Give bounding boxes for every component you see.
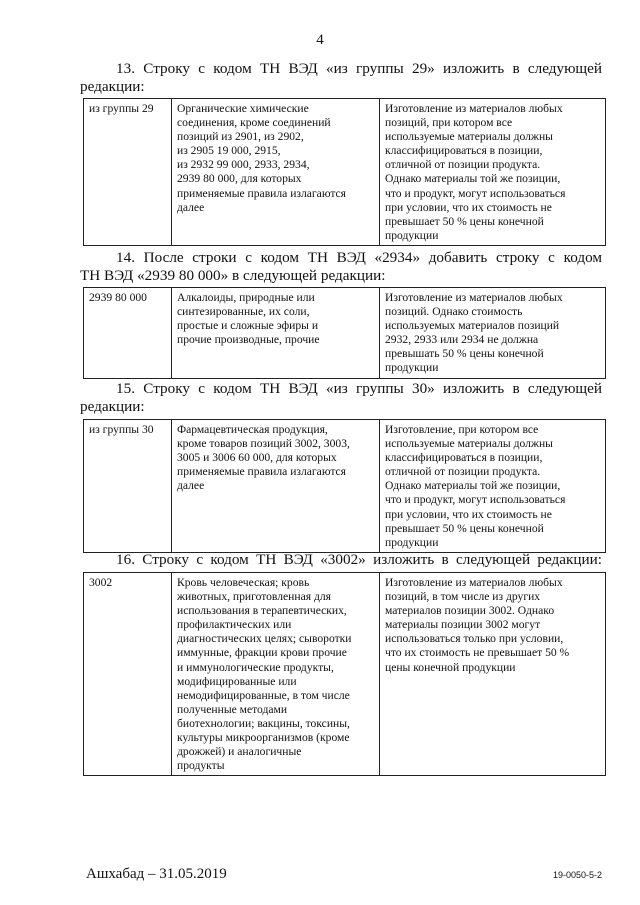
cell-description: Фармацевтическая продукция, кроме товаров позиций 3002, 3003, 3005 и 3006 60 000, для которых применяемые правила излагаются далее: [172, 420, 380, 553]
instruction-14-line-1: 14. После строки с кодом ТН ВЭД «2934» добавить строку с кодом: [116, 249, 602, 266]
instruction-16: [86, 551, 602, 569]
instruction-15-line-1: 15. Строку с кодом ТН ВЭД «из группы 30» изложить в следующей: [116, 380, 602, 397]
cell-code: из группы 29: [84, 99, 172, 246]
cell-code: 3002: [84, 573, 172, 776]
table-row: [84, 420, 606, 553]
footer-city-date: Ашхабад – 31.05.2019: [86, 866, 227, 882]
table-row: [84, 288, 606, 379]
instruction-13-line-2: редакции:: [80, 78, 145, 95]
cell-rule: Изготовление из материалов любых позиций, в том числе из других материалов позиции 3002. Однако материалы позиции 3002 могут использоваться только при условии, что их стоимость не превышает 50 % цены конечной продукции: [380, 573, 606, 776]
table-row: [84, 99, 606, 246]
instruction-14-line-2: ТН ВЭД «2939 80 000» в следующей редакции:: [80, 267, 386, 284]
page-number: 4: [316, 32, 324, 48]
footer-document-id: 19-0050-5-2: [552, 870, 602, 880]
table-16: [83, 572, 606, 776]
cell-rule: Изготовление из материалов любых позиций. Однако стоимость используемых материалов позиций 2932, 2933 или 2934 не должна превышать 50 % цены конечной продукции: [380, 288, 606, 379]
instruction-15-line-2: редакции:: [80, 398, 145, 415]
table-row: [84, 573, 606, 776]
instruction-15: [80, 380, 602, 416]
cell-rule: Изготовление из материалов любых позиций, при котором все используемые материалы должны классифицироваться в позиции, отличной от позиции продукта. Однако материалы той же позиции, что и продукт, могут использоваться при условии, что их стоимость не превышает 50 % цены конечной продукции: [380, 99, 606, 246]
cell-description: Алкалоиды, природные или синтезированные, их соли, простые и сложные эфиры и прочие производные, прочие: [172, 288, 380, 379]
cell-description: Кровь человеческая; кровь животных, приготовленная для использования в терапевтических, профилактических или диагностических целях; сыворотки иммунные, фракции крови прочие и иммунологические продукты, модифицированные или немодифицированные, в том числе полученные методами биотехнологии; вакцины, токсины, культуры микроорганизмов (кроме дрожжей) и аналогичные продукты: [172, 573, 380, 776]
instruction-14: [80, 249, 602, 285]
table-14: [83, 287, 606, 379]
cell-code: из группы 30: [84, 420, 172, 553]
cell-rule: Изготовление, при котором все используемые материалы должны классифицироваться в позиции, отличной от позиции продукта. Однако материалы той же позиции, что и продукт, могут использоваться при условии, что их стоимость не превышает 50 % цены конечной продукции: [380, 420, 606, 553]
cell-code: 2939 80 000: [84, 288, 172, 379]
table-13: [83, 98, 606, 246]
instruction-16-line-1: 16. Строку с кодом ТН ВЭД «3002» изложить в следующей редакции:: [116, 551, 602, 568]
table-15: [83, 419, 606, 553]
cell-description: Органические химические соединения, кроме соединений позиций из 2901, из 2902, из 2905 19 000, 2915, из 2932 99 000, 2933, 2934, 2939 80 000, для которых применяемые правила излагаются далее: [172, 99, 380, 246]
instruction-13-line-1: 13. Строку с кодом ТН ВЭД «из группы 29» изложить в следующей: [116, 60, 602, 77]
instruction-13: [80, 60, 602, 96]
